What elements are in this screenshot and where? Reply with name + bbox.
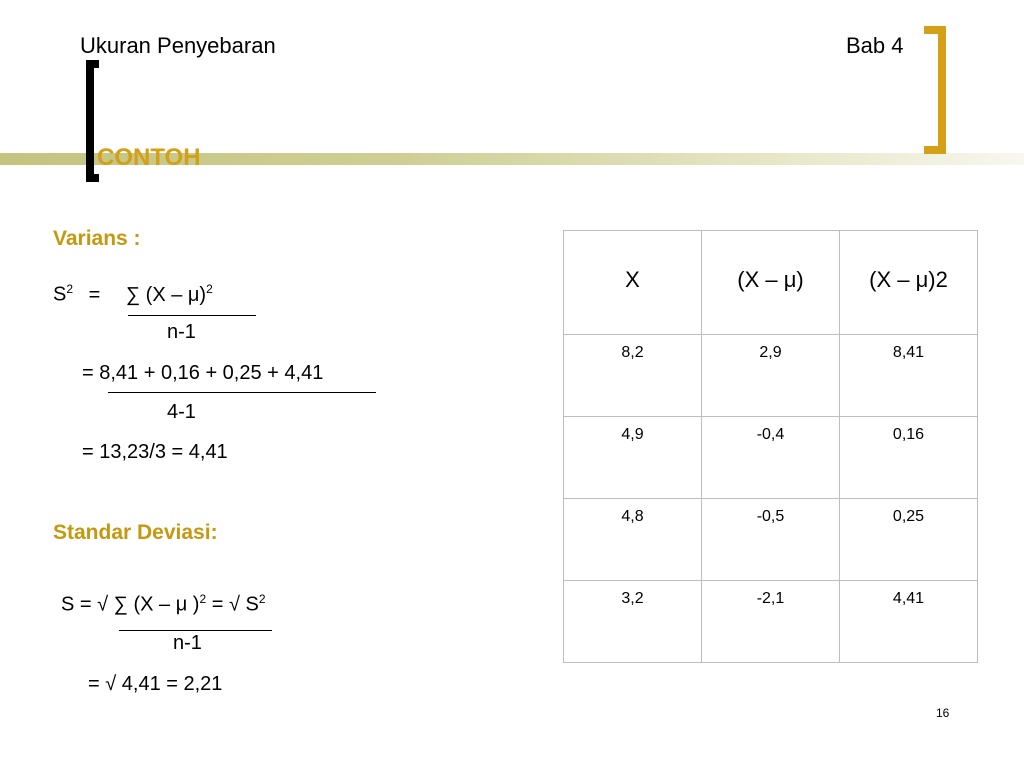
table-cell: -0,5 <box>702 499 840 581</box>
varians-formula <box>53 282 213 307</box>
stdev-denominator: n-1 <box>173 632 202 654</box>
varians-fraction-line <box>128 315 256 316</box>
table-cell: 8,2 <box>564 335 702 417</box>
header-section-title: Ukuran Penyebaran <box>80 33 276 58</box>
varians-substitution-line <box>108 392 376 393</box>
table-cell: 4,8 <box>564 499 702 581</box>
varians-equals: = <box>88 283 101 306</box>
table-cell: 4,41 <box>840 581 978 663</box>
table-cell: 4,9 <box>564 417 702 499</box>
stdev-s2-exponent: 2 <box>258 592 266 606</box>
calculation-table <box>563 230 978 663</box>
table-header-deviation: (X – μ) <box>702 231 840 335</box>
stdev-result: = √ 4,41 = 2,21 <box>88 673 223 695</box>
table-cell: 0,25 <box>840 499 978 581</box>
right-bracket-decoration <box>924 26 946 154</box>
varians-lhs-exponent: 2 <box>66 282 74 296</box>
table-row <box>564 499 978 581</box>
table-row <box>564 335 978 417</box>
slide-title: CONTOH <box>97 144 201 171</box>
varians-heading: Varians : <box>53 227 141 250</box>
table-header-x: X <box>564 231 702 335</box>
header-chapter-label: Bab 4 <box>846 33 904 58</box>
table-cell: 0,16 <box>840 417 978 499</box>
table-cell: 8,41 <box>840 335 978 417</box>
stdev-formula-left: S = √ ∑ (X – μ ) <box>61 593 200 616</box>
varians-lhs: S <box>53 283 67 306</box>
table-cell: 2,9 <box>702 335 840 417</box>
varians-result: = 13,23/3 = 4,41 <box>82 441 228 463</box>
table-header-row <box>564 231 978 335</box>
varians-numerator-exponent: 2 <box>206 282 213 296</box>
varians-numerator: ∑ (X – μ) <box>125 283 207 306</box>
stdev-fraction-line <box>119 630 272 631</box>
varians-substitution: = 8,41 + 0,16 + 0,25 + 4,41 <box>82 362 324 384</box>
stdev-formula <box>61 592 266 617</box>
stdev-formula-right: = √ S <box>206 593 259 616</box>
table-cell: 3,2 <box>564 581 702 663</box>
stdev-formula-exponent: 2 <box>199 592 207 606</box>
varians-denominator: n-1 <box>167 321 196 343</box>
varians-substitution-denominator: 4-1 <box>167 401 196 423</box>
table-cell: -2,1 <box>702 581 840 663</box>
table-row <box>564 417 978 499</box>
stdev-heading: Standar Deviasi: <box>53 521 218 544</box>
table-cell: -0,4 <box>702 417 840 499</box>
table-row <box>564 581 978 663</box>
table-header-squared-deviation: (X – μ)2 <box>840 231 978 335</box>
page-number: 16 <box>936 706 950 720</box>
